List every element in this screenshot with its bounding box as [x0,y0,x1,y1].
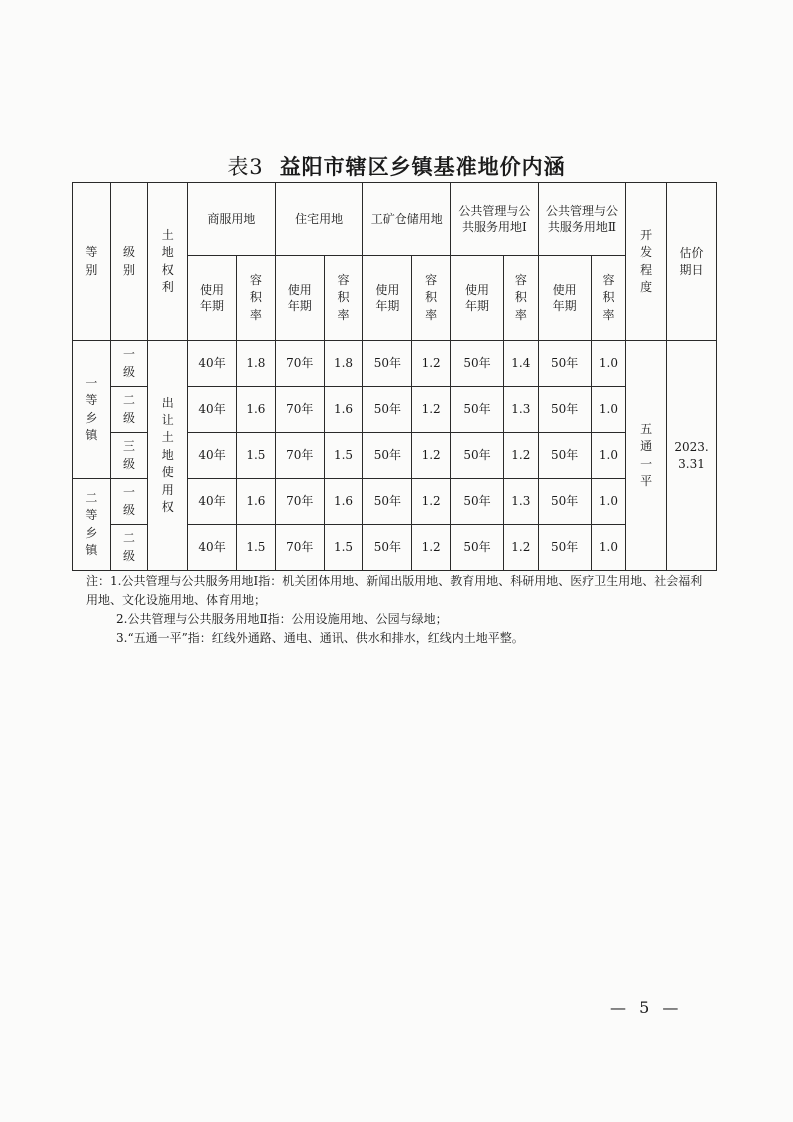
page-title [0,151,793,181]
subheader-far: 容积率 [324,256,363,341]
table-title: 益阳市辖区乡镇基准地价内涵 [279,155,566,179]
cell: 50年 [363,479,412,525]
cell: 50年 [451,341,504,387]
grade-cell: 一等乡镇 [73,341,111,479]
land-price-table [72,182,717,571]
table-row [73,341,717,387]
cell: 1.0 [591,387,626,433]
subheader-use-period: 使用年期 [363,256,412,341]
cell: 1.5 [237,525,276,571]
cell: 1.5 [237,433,276,479]
valuation-date-cell: 2023. 3.31 [667,341,717,571]
cell: 40年 [188,341,237,387]
cell: 50年 [538,525,591,571]
cell: 50年 [538,479,591,525]
cell: 50年 [451,433,504,479]
cell: 50年 [538,433,591,479]
cell: 1.0 [591,341,626,387]
cell: 70年 [275,525,324,571]
subheader-use-period: 使用年期 [538,256,591,341]
grade-cell: 二等乡镇 [73,479,111,571]
cell: 1.2 [504,525,539,571]
subheader-use-period: 使用年期 [451,256,504,341]
subheader-use-period: 使用年期 [188,256,237,341]
subheader-far: 容积率 [504,256,539,341]
cell: 1.6 [237,479,276,525]
note-3: 3.“五通一平”指：红线外通路、通电、通讯、供水和排水，红线内土地平整。 [116,631,524,645]
cell: 1.2 [504,433,539,479]
level-cell: 二级 [110,387,148,433]
cell: 1.6 [237,387,276,433]
cell: 1.6 [324,479,363,525]
cell: 70年 [275,479,324,525]
cell: 1.0 [591,433,626,479]
header-commercial: 商服用地 [188,183,276,256]
cell: 50年 [451,387,504,433]
cell: 1.3 [504,479,539,525]
level-cell: 一级 [110,341,148,387]
level-cell: 三级 [110,433,148,479]
cell: 1.2 [412,433,451,479]
level-cell: 一级 [110,479,148,525]
table-number: 表3 [227,155,264,179]
header-industrial: 工矿仓储用地 [363,183,451,256]
header-valuation-date: 估价期日 [667,183,717,341]
cell: 50年 [538,341,591,387]
land-right-cell: 出让土地使用权 [148,341,188,571]
cell: 50年 [363,433,412,479]
header-level: 级别 [110,183,148,341]
cell: 40年 [188,525,237,571]
cell: 1.5 [324,433,363,479]
cell: 1.0 [591,525,626,571]
note-1: 注：1.公共管理与公共服务用地Ⅰ指：机关团体用地、新闻出版用地、教育用地、科研用地、医疗卫生用地、社会福利用地、文化设施用地、体育用地； [86,574,703,607]
cell: 40年 [188,387,237,433]
header-grade: 等别 [73,183,111,341]
header-land-right: 土地权利 [148,183,188,341]
cell: 50年 [451,525,504,571]
cell: 1.6 [324,387,363,433]
header-public-2: 公共管理与公共服务用地Ⅱ [538,183,626,256]
cell: 70年 [275,433,324,479]
header-residential: 住宅用地 [275,183,363,256]
cell: 70年 [275,387,324,433]
dev-level-cell: 五通一平 [626,341,667,571]
cell: 1.2 [412,341,451,387]
cell: 40年 [188,433,237,479]
cell: 50年 [451,479,504,525]
note-2: 2.公共管理与公共服务用地Ⅱ指：公用设施用地、公园与绿地； [116,612,448,626]
subheader-far: 容积率 [412,256,451,341]
subheader-far: 容积率 [237,256,276,341]
page-number: — 5 — [610,998,683,1017]
header-dev-level: 开发程度 [626,183,667,341]
subheader-far: 容积率 [591,256,626,341]
cell: 50年 [363,525,412,571]
cell: 1.3 [504,387,539,433]
cell: 1.4 [504,341,539,387]
cell: 50年 [538,387,591,433]
cell: 1.8 [324,341,363,387]
cell: 70年 [275,341,324,387]
cell: 1.0 [591,479,626,525]
cell: 50年 [363,387,412,433]
header-public-1: 公共管理与公共服务用地Ⅰ [451,183,539,256]
cell: 1.2 [412,387,451,433]
cell: 1.2 [412,479,451,525]
cell: 50年 [363,341,412,387]
table-notes [86,572,706,648]
cell: 1.8 [237,341,276,387]
cell: 1.2 [412,525,451,571]
cell: 1.5 [324,525,363,571]
cell: 40年 [188,479,237,525]
subheader-use-period: 使用年期 [275,256,324,341]
level-cell: 二级 [110,525,148,571]
